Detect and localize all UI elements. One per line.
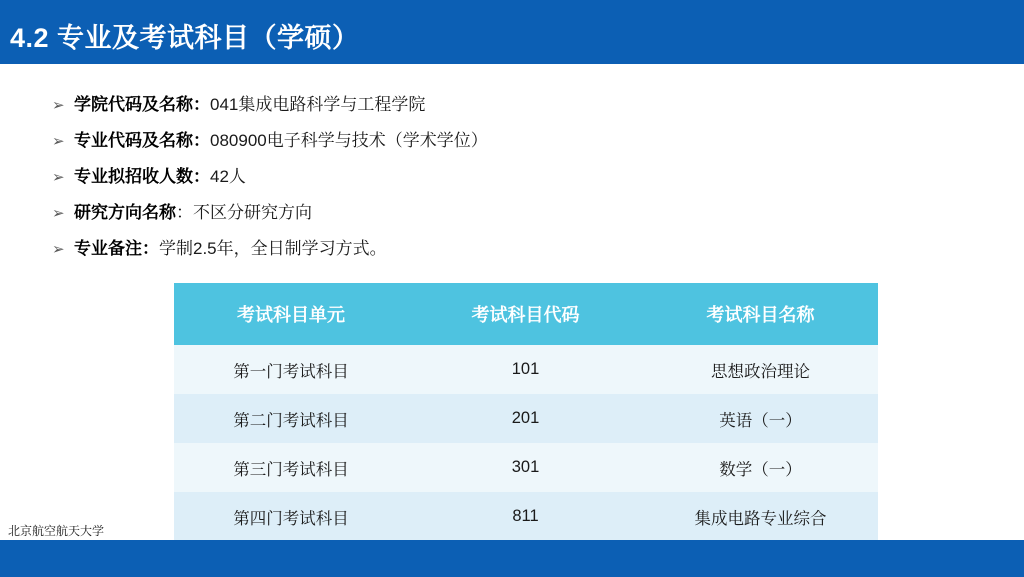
- list-item-label: 专业备注：: [74, 239, 159, 258]
- list-item: [52, 162, 952, 198]
- list-item: [52, 234, 952, 270]
- footer-organization: 北京航空航天大学: [8, 524, 105, 538]
- table-row: [174, 443, 878, 492]
- cell-name: 集成电路专业综合: [643, 492, 878, 541]
- footer-bar: [0, 543, 1024, 577]
- table-row: [174, 345, 878, 394]
- list-item: [52, 90, 952, 126]
- table-header-row: [174, 283, 878, 345]
- cell-unit: 第一门考试科目: [174, 345, 408, 394]
- cell-unit: 第二门考试科目: [174, 394, 408, 443]
- list-item: [52, 126, 952, 162]
- list-item-label: 专业拟招收人数：: [74, 167, 210, 186]
- table-row: [174, 492, 878, 541]
- table-header: [174, 283, 878, 345]
- list-item-value: 080900电子科学与技术（学术学位）: [210, 131, 488, 150]
- chevron-right-icon: ➢: [52, 133, 65, 150]
- cell-code: 101: [408, 345, 643, 394]
- cell-unit: 第三门考试科目: [174, 443, 408, 492]
- list-item-label: 研究方向名称: [74, 203, 176, 222]
- exam-subjects-table: [174, 283, 878, 541]
- cell-name: 思想政治理论: [643, 345, 878, 394]
- cell-unit: 第四门考试科目: [174, 492, 408, 541]
- list-item-value: 041集成电路科学与工程学院: [210, 95, 426, 114]
- page-title: 4.2 专业及考试科目（学硕）: [10, 23, 360, 53]
- cell-code: 811: [408, 492, 643, 541]
- table-row: [174, 394, 878, 443]
- list-item: [52, 198, 952, 234]
- column-header-name: 考试科目名称: [643, 283, 878, 345]
- list-item-value: ：不区分研究方向: [176, 203, 312, 222]
- cell-code: 301: [408, 443, 643, 492]
- cell-name: 数学（一）: [643, 443, 878, 492]
- list-item-label: 专业代码及名称：: [74, 131, 210, 150]
- list-item-label: 学院代码及名称：: [74, 95, 210, 114]
- list-item-value: 42人: [210, 167, 246, 186]
- list-item-value: 学制2.5年，全日制学习方式。: [159, 239, 387, 258]
- column-header-unit: 考试科目单元: [174, 283, 408, 345]
- chevron-right-icon: ➢: [52, 205, 65, 222]
- column-header-code: 考试科目代码: [408, 283, 643, 345]
- cell-name: 英语（一）: [643, 394, 878, 443]
- bullet-list: [52, 90, 952, 270]
- chevron-right-icon: ➢: [52, 241, 65, 258]
- chevron-right-icon: ➢: [52, 169, 65, 186]
- chevron-right-icon: ➢: [52, 97, 65, 114]
- table-body: [174, 345, 878, 541]
- cell-code: 201: [408, 394, 643, 443]
